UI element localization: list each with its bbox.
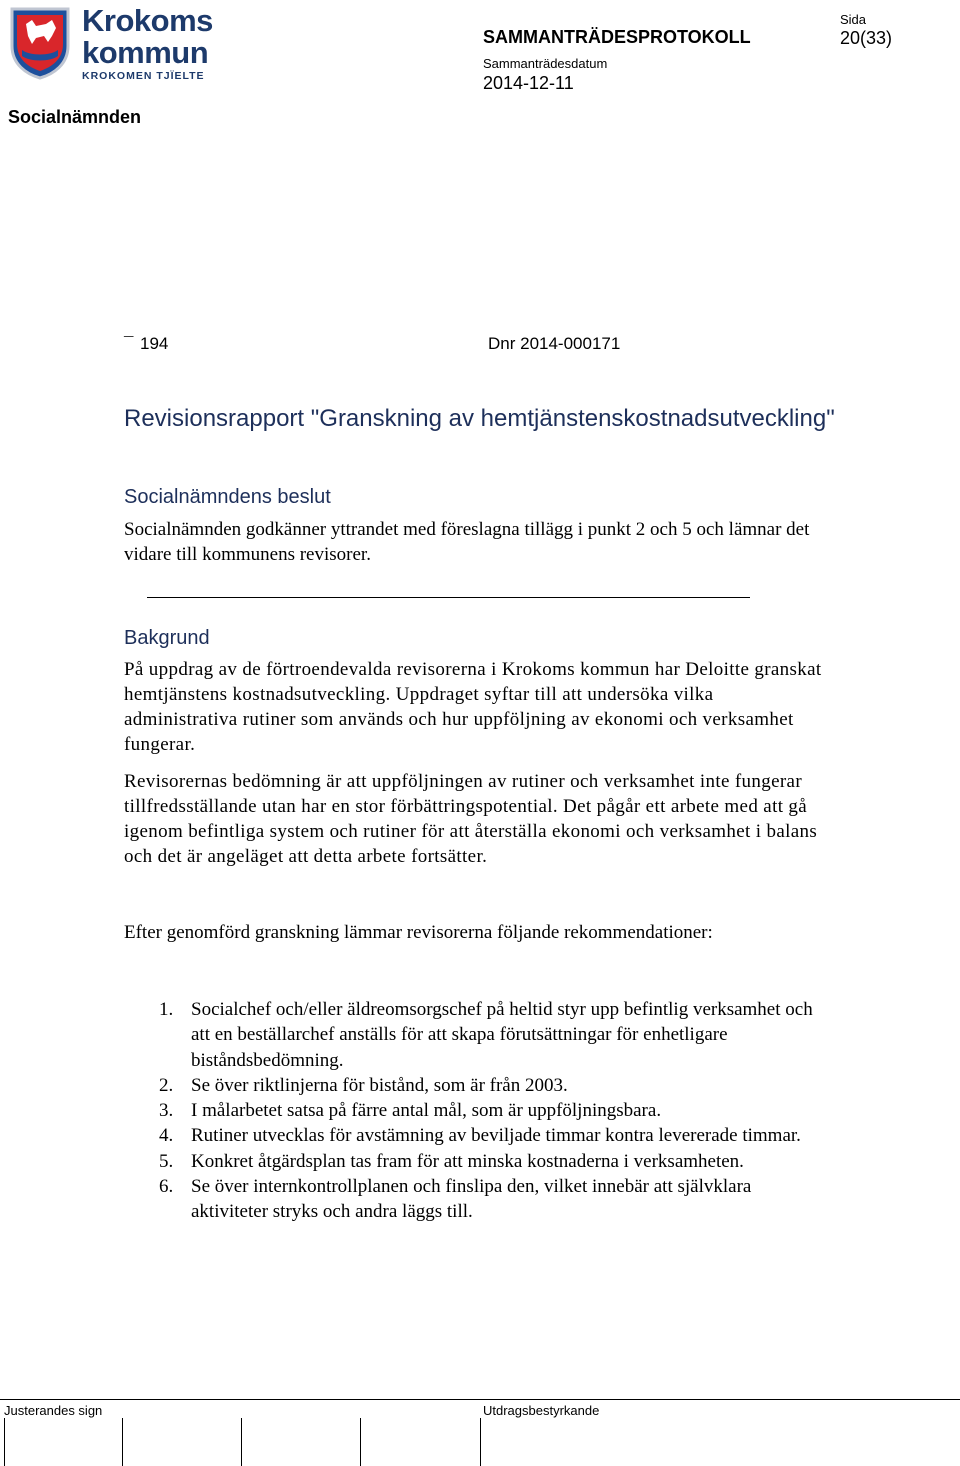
list-item-text: Socialchef och/eller äldreomsorgschef på heltid styr upp befintlig verksamhet och att en beställarchef anställs för att skapa förutsättningar för enhetligare biståndsbedömning. <box>191 999 813 1071</box>
coat-of-arms-icon <box>8 6 72 80</box>
list-item <box>124 997 824 1073</box>
list-item-text: Rutiner utvecklas för avstämning av beviljade timmar kontra levererade timmar. <box>191 1125 801 1147</box>
list-item <box>124 1149 824 1174</box>
list-item <box>124 1098 824 1123</box>
list-item-number: 4. <box>159 1125 174 1147</box>
list-item-text: Konkret åtgärdsplan tas fram för att minska kostnaderna i verksamheten. <box>191 1150 744 1172</box>
decision-heading: Socialnämndens beslut <box>124 486 331 508</box>
list-item-text: I målarbetet satsa på färre antal mål, som är uppföljningsbara. <box>191 1100 662 1122</box>
recommendations-intro: Efter genomförd granskning lämmar revisorerna följande rekommendationer: <box>124 922 713 943</box>
logo-subline: KROKOMEN TJÏELTE <box>82 70 205 82</box>
paragraph-marker: ¯ <box>124 334 134 353</box>
certification-label: Utdragsbestyrkande <box>483 1403 600 1418</box>
signature-label: Justerandes sign <box>4 1403 103 1418</box>
logo-name-line2: kommun <box>82 35 209 70</box>
committee-name: Socialnämnden <box>8 107 142 127</box>
meeting-date: 2014-12-11 <box>483 73 574 93</box>
signature-box-divider <box>4 1418 5 1466</box>
background-heading: Bakgrund <box>124 627 210 649</box>
list-item-number: 6. <box>159 1176 174 1198</box>
page-label: Sida <box>840 12 867 27</box>
recommendations-list <box>124 997 824 1225</box>
background-paragraph-1: På uppdrag av de förtroendevalda revisorerna i Krokoms kommun har Deloitte granskat hemtjänstens kostnadsutveckling. Uppdraget syftar till att undersöka vilka administrativa rutiner som används och hur uppföljning av ekonomi och verksamhet fungerar. <box>124 659 822 755</box>
list-item-text: Se över riktlinjerna för bistånd, som är från 2003. <box>191 1074 568 1096</box>
meeting-date-label: Sammanträdesdatum <box>483 56 608 71</box>
list-item-number: 5. <box>159 1150 174 1172</box>
diary-number: Dnr 2014-000171 <box>488 334 621 353</box>
signature-box-divider <box>360 1418 361 1466</box>
list-item-number: 1. <box>159 999 174 1020</box>
list-item-text: Se över internkontrollplanen och finslipa den, vilket innebär att självklara aktiviteter stryks och andra läggs till. <box>191 1176 752 1223</box>
signature-box-divider <box>122 1418 123 1466</box>
footer-divider <box>0 1399 960 1400</box>
item-title: Revisionsrapport "Granskning av hemtjänstenskostnadsutveckling" <box>124 405 835 432</box>
decision-text: Socialnämnden godkänner yttrandet med föreslagna tillägg i punkt 2 och 5 och lämnar det vidare till kommunens revisorer. <box>124 519 810 565</box>
list-item <box>124 1073 824 1098</box>
list-item <box>124 1123 824 1148</box>
logo-name-line1: Krokoms <box>82 3 213 38</box>
list-item <box>124 1174 824 1225</box>
signature-box-divider <box>480 1418 481 1466</box>
document-type: SAMMANTRÄDESPROTOKOLL <box>483 27 751 47</box>
section-divider <box>147 597 750 598</box>
list-item-number: 3. <box>159 1100 174 1122</box>
paragraph-number: 194 <box>140 334 169 353</box>
signature-box-divider <box>241 1418 242 1466</box>
krokoms-kommun-logo <box>8 3 213 82</box>
list-item-number: 2. <box>159 1074 174 1096</box>
page-number: 20(33) <box>840 28 893 48</box>
background-paragraph-2: Revisorernas bedömning är att uppföljningen av rutiner och verksamhet inte fungerar tillfredsställande utan har en stor förbättringspotential. Det pågår ett arbete med att gå igenom befintliga system och rutiner för att återställa ekonomi och verksamhet i balans och det är angeläget att detta arbete fortsätter. <box>124 771 818 867</box>
